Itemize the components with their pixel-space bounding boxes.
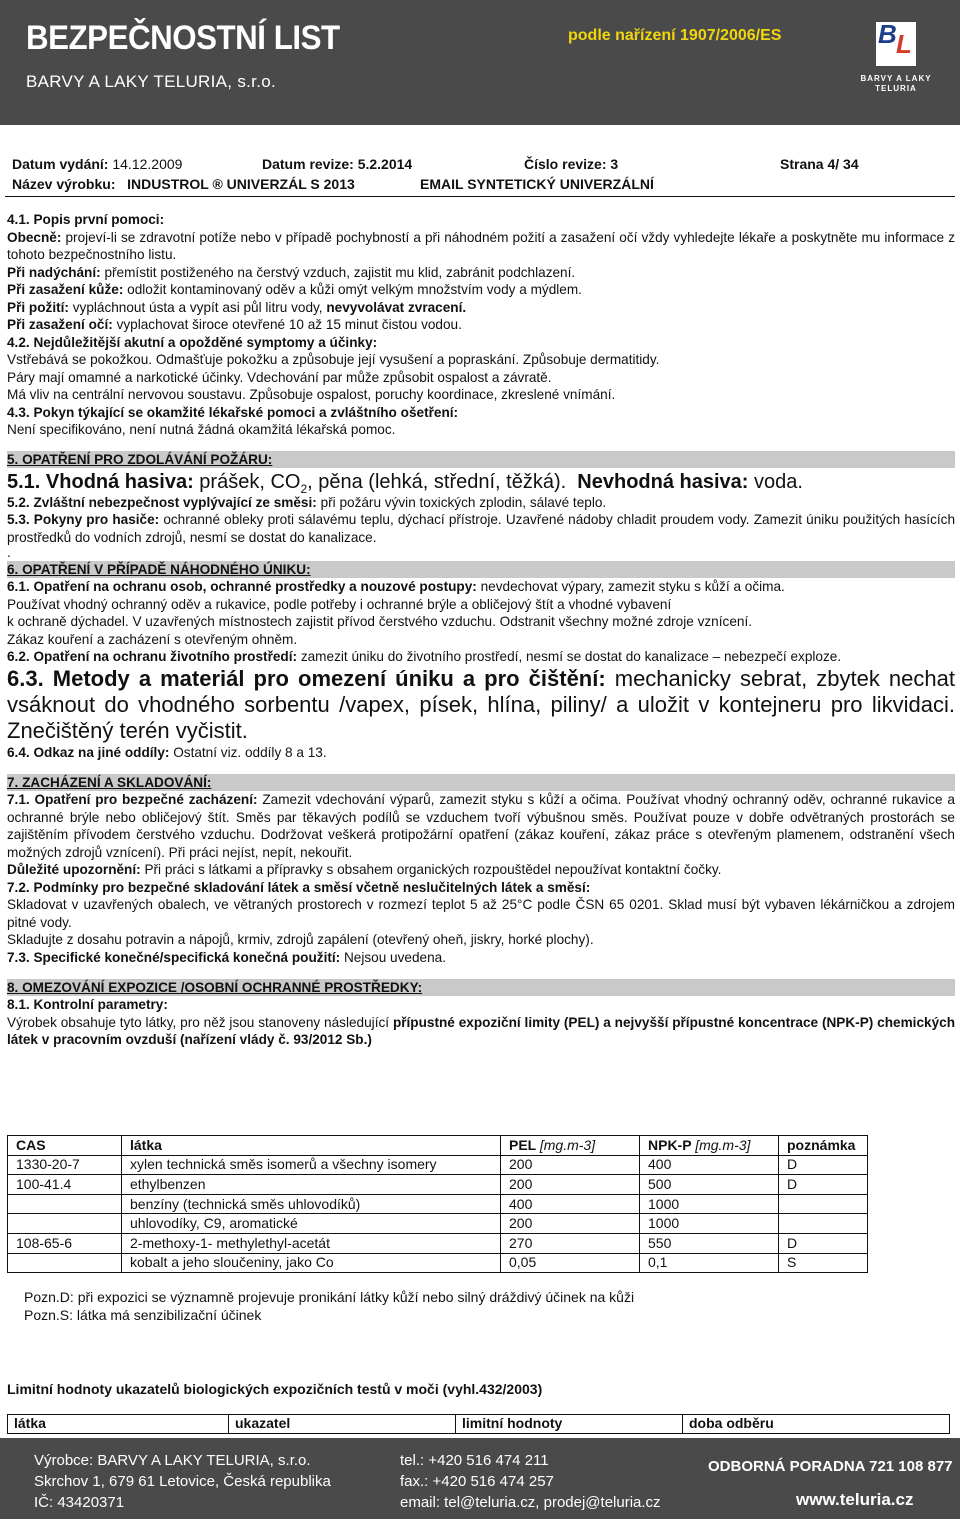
- section-8-heading: 8. OMEZOVÁNÍ EXPOZICE /OSOBNÍ OCHRANNÉ PROSTŘEDKY:: [7, 979, 955, 996]
- footer-tel: tel.: +420 516 474 211: [400, 1452, 549, 1469]
- product-name: Název výrobku: INDUSTROL ® UNIVERZÁL S 2013: [12, 176, 355, 192]
- section-6-heading: 6. OPATŘENÍ V PŘÍPADĚ NÁHODNÉHO ÚNIKU:: [7, 561, 955, 578]
- stray-dot: .: [7, 545, 11, 560]
- para-7-2-line-2: Skladujte z dosahu potravin a nápojů, krmiv, zdrojů zapálení (otevřený oheň, jiskry, horké plochy).: [7, 932, 594, 947]
- col-npk: NPK-P [mg.m-3]: [640, 1136, 779, 1156]
- para-6-1-line-2: Používat vhodný ochranný oděv a rukavice, podle potřeby i ochranné brýle a obličejový štít a vhodné vybavení: [7, 596, 672, 612]
- para-eyes: Při zasažení očí: vyplachovat široce otevřené 10 až 15 minut čistou vodou.: [7, 317, 462, 332]
- footer-maker: Výrobce: BARVY A LAKY TELURIA, s.r.o.: [34, 1452, 311, 1469]
- para-inhalation: Při nadýchání: přemístit postiženého na čerstvý vzduch, zajistit mu klid, zabránit podchlazení.: [7, 264, 576, 280]
- para-7-3: 7.3. Specifické konečné/specifická konečná použití: Nejsou uvedena.: [7, 949, 446, 965]
- footer-hotline: ODBORNÁ PORADNA 721 108 877: [708, 1458, 953, 1475]
- para-8-1-intro: Výrobek obsahuje tyto látky, pro něž jsou stanoveny následující přípustné expoziční limity (PEL) a nejvyšší přípustné koncentrace (NPK-P) chemických látek v pracovním ovzduší (nařízení vlády č. 93/2012 Sb.): [7, 1014, 955, 1047]
- footer-email[interactable]: email: tel@teluria.cz, prodej@teluria.cz: [400, 1494, 661, 1511]
- header-divider: [5, 196, 955, 197]
- note-d: Pozn.D: při expozici se významně projevuje pronikání látky kůží nebo silný dráždivý účinek na kůži: [24, 1289, 635, 1305]
- table-row: kobalt a jeho sloučeniny, jako Co 0,05 0,1 S: [8, 1253, 868, 1273]
- table-header-row: [8, 1136, 868, 1156]
- symptoms-line-3: Má vliv na centrální nervovou soustavu. Způsobuje ospalost, poruchy koordinace, zkreslené vnímání.: [7, 387, 616, 402]
- company-logo: B L BARVY A LAKY TELURIA: [860, 19, 932, 93]
- para-7-2: Skladovat v uzavřených obalech, ve větraných prostorech v rozmezí teplot 5 až 25°C podle ČSN 65 0201. Sklad musí být vybaven lékárničkou a zdrojem pitné vody.: [7, 897, 955, 930]
- footer-ico: IČ: 43420371: [34, 1494, 125, 1511]
- company-name: BARVY A LAKY TELURIA, s.r.o.: [26, 72, 276, 91]
- col-pel: PEL [mg.m-3]: [501, 1136, 640, 1156]
- table-row: 1330-20-7 xylen technická směs isomerů a všechny isomery 200 400 D: [8, 1155, 868, 1175]
- revision-date: Datum revize: 5.2.2014: [262, 156, 413, 172]
- footer-web[interactable]: www.teluria.cz: [796, 1490, 914, 1509]
- heading-4-2: 4.2. Nejdůležitější akutní a opožděné symptomy a účinky:: [7, 334, 378, 350]
- heading-4-3: 4.3. Pokyn týkající se okamžité lékařské pomoci a zvláštního ošetření:: [7, 404, 459, 420]
- para-ingestion: Při požití: vypláchnout ústa a vypít asi půl litru vody, nevyvolávat zvracení.: [7, 299, 467, 315]
- footer-address: Skrchov 1, 679 61 Letovice, Česká republika: [34, 1473, 331, 1490]
- heading-4-1: 4.1. Popis první pomoci:: [7, 212, 165, 227]
- table-row: uhlovodíky, C9, aromatické 200 1000: [8, 1214, 868, 1234]
- symptoms-line-1: Vstřebává se pokožkou. Odmašťuje pokožku a způsobuje její vysušení a popraskání. Způsobuje dermatitidy.: [7, 352, 660, 367]
- footer-banner: [0, 1438, 960, 1519]
- para-6-1-line-3: k ochraně dýchadel. V uzavřených místnostech zajistit přívod čerstvého vzduchu. Odstranit všechny možné zdroje vznícení.: [7, 614, 752, 629]
- bio-limits-table: [7, 1414, 950, 1434]
- para-skin: Při zasažení kůže: odložit kontaminovaný oděv a kůži omýt velkým množstvím vody a mýdlem.: [7, 282, 582, 297]
- revision-number: Číslo revize: 3: [524, 156, 619, 172]
- heading-8-1: 8.1. Kontrolní parametry:: [7, 997, 168, 1012]
- para-6-1-line-4: Zákaz kouření a zacházení s otevřeným ohněm.: [7, 631, 298, 647]
- regulation-label: podle nařízení 1907/2006/ES: [568, 27, 782, 44]
- symptoms-line-2: Páry mají omamné a narkotické účinky. Vdechování par může způsobit ospalost a závratě.: [7, 369, 552, 385]
- note-s: Pozn.S: látka má senzibilizační účinek: [24, 1307, 262, 1323]
- document-body: [7, 211, 955, 1049]
- table-row: 100-41.4 ethylbenzen 200 500 D: [8, 1175, 868, 1195]
- bio-limits-title: Limitní hodnoty ukazatelů biologických expozičních testů v moči (vyhl.432/2003): [7, 1381, 543, 1397]
- product-description: EMAIL SYNTETICKÝ UNIVERZÁLNÍ: [420, 176, 654, 192]
- para-5-3: 5.3. Pokyny pro hasiče: ochranné obleky proti sálavému teplu, dýchací přístroje. Uzavřené nádoby chladit proudem vody. Zamezit úniku použitých hasících prostředků do vodních zdrojů, nesmí se dostat do kanalizace.: [7, 512, 956, 545]
- table-row: 108-65-6 2-methoxy-1- methylethyl-acetát 270 550 D: [8, 1233, 868, 1253]
- issue-date: Datum vydání: 14.12.2009: [12, 156, 183, 172]
- footer-fax: fax.: +420 516 474 257: [400, 1473, 554, 1490]
- para-6-1: 6.1. Opatření na ochranu osob, ochranné prostředky a nouzové postupy: nevdechovat výpary, zamezit styku s kůží a očima.: [7, 579, 785, 594]
- table-row: benzíny (technická směs uhlovodíků) 400 1000: [8, 1194, 868, 1214]
- section-5-heading: 5. OPATŘENÍ PRO ZDOLÁVÁNÍ POŽÁRU:: [7, 451, 955, 468]
- para-6-4: 6.4. Odkaz na jiné oddíly: Ostatní viz. oddíly 8 a 13.: [7, 744, 327, 760]
- para-warning: Důležité upozornění: Při práci s látkami a přípravky s obsahem organických rozpouštědel nepoužívat kontaktní čočky.: [7, 862, 722, 877]
- header-banner: [0, 0, 960, 125]
- para-6-2: 6.2. Opatření na ochranu životního prostředí: zamezit úniku do životního prostředí, nesmí se dostat do kanalizace – nebezpečí exploze.: [7, 649, 842, 664]
- col-cas: CAS: [8, 1136, 122, 1156]
- para-general: Obecně: projeví-li se zdravotní potíže nebo v případě pochybností a při náhodném požití a zasažení očí vždy vyhledejte lékaře a poskytněte mu informace z tohoto bezpečnostního listu.: [7, 229, 955, 262]
- section-7-heading: 7. ZACHÁZENÍ A SKLADOVÁNÍ:: [7, 774, 955, 791]
- col-substance: látka: [122, 1136, 501, 1156]
- para-6-3: 6.3. Metody a materiál pro omezení úniku a pro čištění: mechanicky sebrat, zbytek nechat vsáknout do vhodného sorbentu /vapex, písek, hlína, piliny/ a uložit v kontejneru pro likvidaci. Znečištěný terén vyčistit.: [7, 665, 955, 743]
- para-5-1: 5.1. Vhodná hasiva: prášek, $CO_2$, pěna (lehká, střední, těžká). Nevhodná hasiva: voda.: [7, 470, 803, 496]
- para-4-3: Není specifikováno, není nutná žádná okamžitá lékařská pomoc.: [7, 422, 396, 437]
- document-title: BEZPEČNOSTNÍ LIST: [26, 19, 340, 57]
- exposure-limits-table: [7, 1135, 868, 1273]
- para-5-2: 5.2. Zvláštní nebezpečnost vyplývající ze směsi: při požáru vývin toxických zplodin, sálavé teplo.: [7, 494, 607, 510]
- table-header-row: látka ukazatel limitní hodnoty doba odběru: [8, 1415, 950, 1434]
- col-note: poznámka: [779, 1136, 868, 1156]
- page-number: Strana 4/ 34: [780, 156, 859, 172]
- para-7-1: 7.1. Opatření pro bezpečné zacházení: Zamezit vdechování výparů, zamezit styku s kůží a očima. Používat vhodný ochranný oděv, ochranné rukavice a ochranné brýle nebo obličejový štít. Směs par těkavých podílů se vzduchem tvoří výbušnou směs. Používat pouze v dobře odvětraných prostorách se zajištěním přívodem čerstvého vzduchu. Dodržovat veškerá protipožární opatření (zákaz kouření, zákaz práce s otevřeným plamenem, odstranění všech možných zdrojů vznícení). Při práci nejíst, nepít, nekouřit.: [7, 792, 955, 860]
- heading-7-2: 7.2. Podmínky pro bezpečné skladování látek a směsí včetně neslučitelných látek a směsí:: [7, 879, 591, 895]
